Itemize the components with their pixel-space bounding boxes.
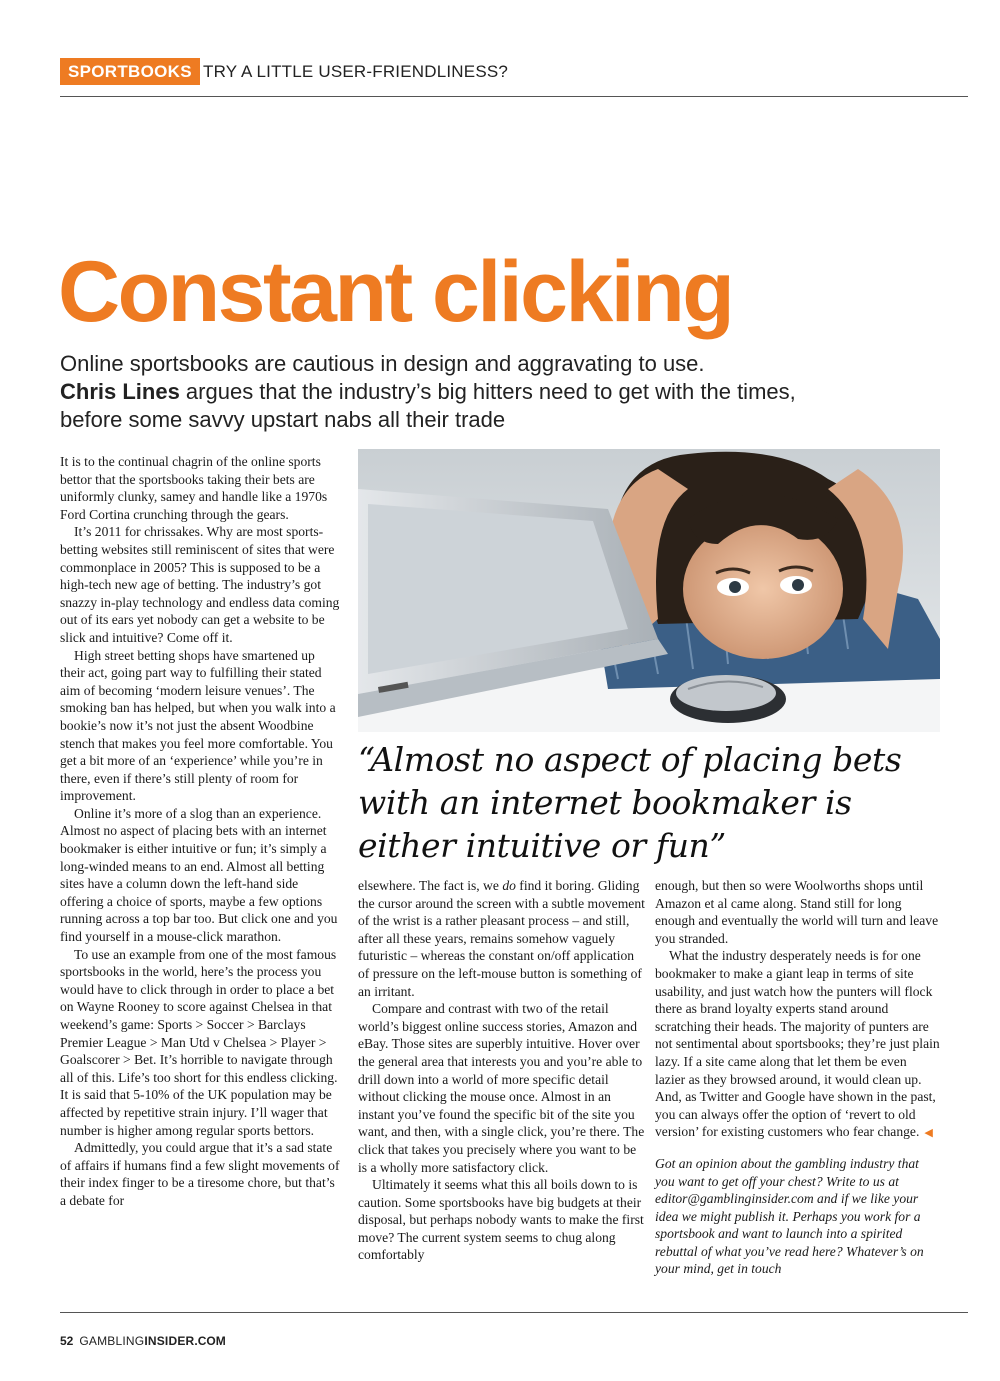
pull-quote: “Almost no aspect of placing bets with an internet bookmaker is either intuitive or fun” [358, 740, 902, 865]
brand-name: INSIDER [144, 1334, 195, 1348]
paragraph: Compare and contrast with two of the retail world’s biggest online success stories, Amazon and eBay. Those sites are superbly intuitive. Hover over the general area that interests you and you’re able to drill down into a world of more specific detail without clicking the mouse once. Almost in an instant you’ve found the specific bit of the site you want, and then, with a single click, you’re there. The click that takes you precisely where you want to be is a wholly more satisfactory click. [358, 1001, 645, 1175]
photo-illustration [358, 449, 940, 732]
headline: Constant clicking [58, 244, 733, 340]
end-mark-icon: ◀ [924, 1127, 933, 1140]
text-run: elsewhere. The fact is, we [358, 878, 503, 893]
text-run: find it boring. Gliding the cursor around the screen with a subtle movement of the wrist is a rather pleasant process – and still, after all these years, remains somehow vaguely futuristic – whereas the constant on/off application of pressure on the left-mouse button is something of an irritant. [358, 878, 645, 999]
brand-prefix: GAMBLING [79, 1334, 145, 1348]
brand-suffix: .COM [194, 1334, 226, 1348]
paragraph [655, 947, 940, 1143]
emphasis: do [502, 878, 516, 893]
body-column-3 [655, 877, 940, 1278]
page-header [60, 58, 968, 97]
page-number: 52 [60, 1334, 74, 1348]
page-footer [60, 1334, 226, 1348]
paragraph: To use an example from one of the most famous sportsbooks in the world, here’s the process you would have to click through in order to place a bet on Wayne Rooney to score against Chelsea in that weekend’s game: Sports > Soccer > Barclays Premier League > Man Utd v Chelsea > Player > Goalscorer > Bet. It’s horrible to navigate through all of this. Life’s too short for this endless clicking. It is said that 5-10% of the UK population may be affected by repetitive strain injury. I’ll wager that number is higher among regular sports bettors. [60, 946, 338, 1138]
section-title: TRY A LITTLE USER-FRIENDLINESS? [203, 62, 509, 81]
paragraph: High street betting shops have smartened up their act, going part way to fulfilling their stated aim of becoming ‘modern leisure venues’. The smoking ban has helped, but when you walk into a bookie’s now it’s not just the absent Woodbine stench that makes you feel more comfortable. You get a bit more of an ‘experience’ while you’re in there, even if there’s still plenty of room for improvement. [60, 647, 336, 804]
paragraph: Ultimately it seems what this all boils down to is caution. Some sportsbooks have big budgets at their disposal, but perhaps nobody wants to make the first move? The current system seems to chug along comfortably [358, 1177, 644, 1263]
paragraph: enough, but then so were Woolworths shops until Amazon et al came along. Stand still for long enough and eventually the world will turn and leave you stranded. [655, 878, 939, 946]
article-photo [358, 449, 940, 732]
paragraph: It is to the continual chagrin of the online sports bettor that the sportsbooks taking their bets are uniformly clunky, samey and handle like a 1970s Ford Cortina crunching through the gears. [60, 454, 328, 522]
paragraph: Online it’s more of a slog than an experience. Almost no aspect of placing bets with an internet bookmaker is either intuitive or fun; it’s simply a long-winded means to an end. Almost all betting sites have a column down the left-hand side offering a choice of sports, maybe a few options running across a top bar too. But click one and you find yourself in a mouse-click marathon. [60, 805, 338, 945]
paragraph [358, 877, 645, 1000]
paragraph: It’s 2011 for chrissakes. Why are most sports-betting websites still reminiscent of sites that were commonplace in 2005? This is supposed to be a high-tech new age of betting. The industry’s got snazzy in-play technology and endless data coming out of its ears yet nobody can get a website to be slick and intuitive? Come off it. [60, 524, 340, 645]
reader-invitation: Got an opinion about the gambling industry that you want to get off your chest? Write to us at editor@gamblinginsider.com and if we like your idea we might publish it. Perhaps you work for a sportsbook and want to launch into a spirited rebuttal of what you’ve read here? Whatever’s on your mind, get in touch [655, 1155, 924, 1277]
section-tag: SPORTBOOKS [60, 58, 200, 85]
standfirst-rest: argues that the industry’s big hitters need to get with the times, before some savvy upstart nabs all their trade [60, 379, 796, 432]
standfirst [60, 350, 820, 434]
paragraph: Admittedly, you could argue that it’s a sad state of affairs if humans find a few slight movements of their index finger to be a tiresome chore, but that’s a debate for [60, 1140, 340, 1208]
author-name: Chris Lines [60, 379, 180, 404]
standfirst-intro: Online sportsbooks are cautious in design and aggravating to use. [60, 351, 705, 376]
text-run: What the industry desperately needs is for one bookmaker to make a giant leap in terms of site usability, and just watch how the punters will flock there as brand loyalty experts stand around scratching their heads. The majority of punters are not sentimental about sportsbooks; they’re just plain lazy. If a site came along that let them be even lazier as they browsed around, it would clean up. And, as Twitter and Google have shown in the past, you can always offer the option of ‘revert to old version’ for existing customers who fear change. [655, 948, 940, 1140]
footer-rule [60, 1312, 968, 1313]
body-column-1 [60, 453, 343, 1210]
body-column-2 [358, 877, 645, 1264]
